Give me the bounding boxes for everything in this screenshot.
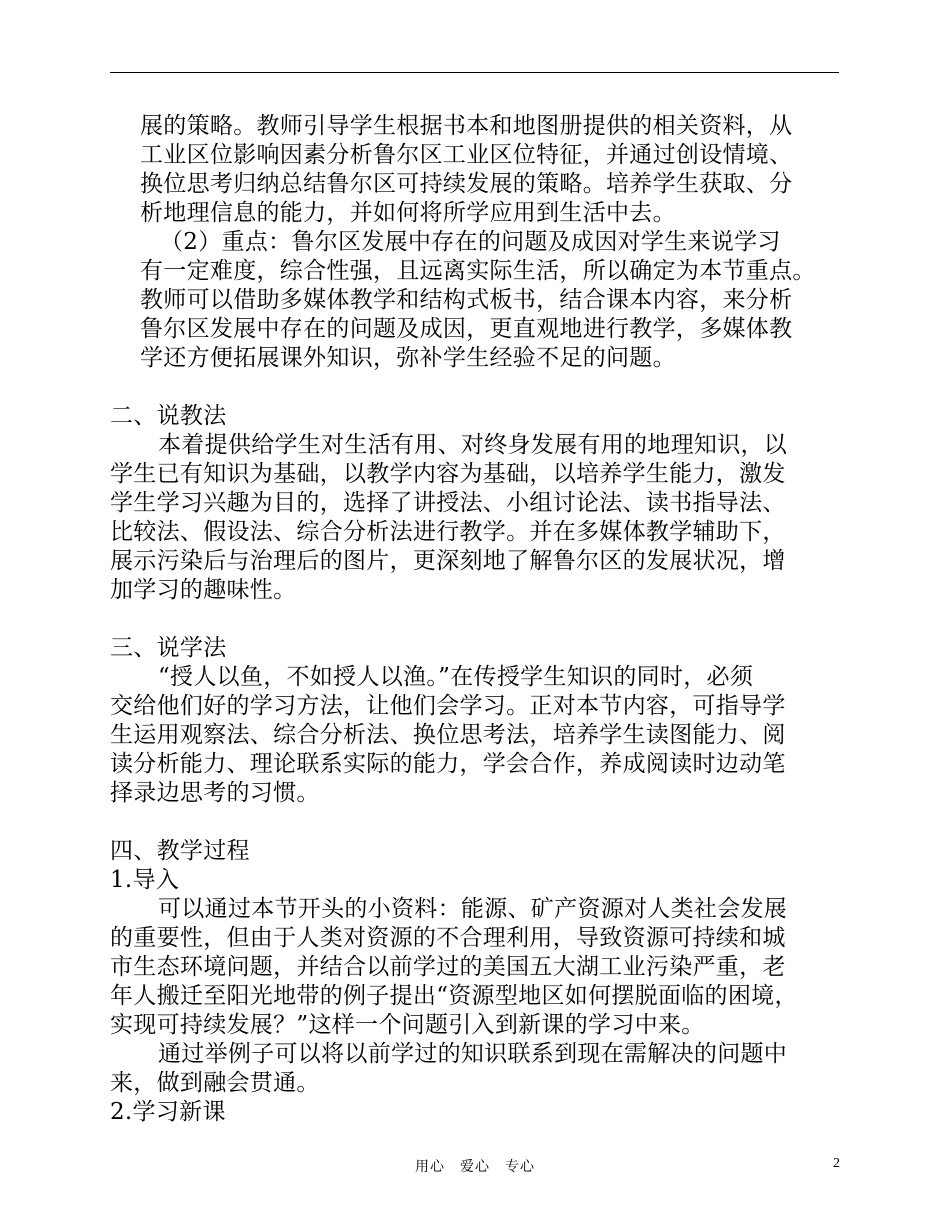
paragraph-line: 析地理信息的能力，并如何将所学应用到生活中去。 [140, 200, 676, 226]
paragraph-line: 学生已有知识为基础，以教学内容为基础，以培养学生能力，激发 [110, 461, 786, 487]
paragraph-line: 可以通过本节开头的小资料：能源、矿产资源对人类社会发展 [158, 896, 788, 922]
section-heading: 二、说教法 [110, 403, 227, 429]
paragraph-line: 的重要性，但由于人类对资源的不合理利用，导致资源可持续和城 [110, 925, 786, 951]
subsection-heading: 2.学习新课 [110, 1099, 226, 1125]
paragraph-line: 本着提供给学生对生活有用、对终身发展有用的地理知识，以 [158, 432, 788, 458]
paragraph-line: 加学习的趣味性。 [110, 577, 297, 603]
header-rule [110, 72, 839, 73]
page-number: 2 [833, 1156, 840, 1171]
paragraph-line: （2）重点：鲁尔区发展中存在的问题及成因对学生来说学习 [160, 229, 781, 255]
paragraph-line: 生运用观察法、综合分析法、换位思考法，培养学生读图能力、阅 [110, 722, 786, 748]
paragraph-gap [110, 605, 850, 634]
paragraph-line: 比较法、假设法、综合分析法进行教学。并在多媒体教学辅助下， [110, 519, 786, 545]
paragraph-line: 学还方便拓展课外知识，弥补学生经验不足的问题。 [140, 345, 676, 371]
paragraph-line: 鲁尔区发展中存在的问题及成因，更直观地进行教学，多媒体教 [140, 316, 793, 342]
paragraph-line: 教师可以借助多媒体教学和结构式板书，结合课本内容，来分析 [140, 287, 793, 313]
document-body [110, 112, 850, 1127]
paragraph-line: 读分析能力、理论联系实际的能力，学会合作，养成阅读时边动笔 [110, 751, 786, 777]
paragraph-line: 交给他们好的学习方法，让他们会学习。正对本节内容，可指导学 [110, 693, 786, 719]
paragraph-line: 择录边思考的习惯。 [110, 780, 320, 806]
footer-motto: 用心 爱心 专心 [415, 1159, 535, 1175]
paragraph-line: “授人以鱼，不如授人以渔。”在传授学生知识的同时，必须 [158, 664, 754, 690]
section-heading: 三、说学法 [110, 635, 227, 661]
paragraph-line: 工业区位影响因素分析鲁尔区工业区位特征，并通过创设情境、 [140, 142, 793, 168]
subsection-heading: 1.导入 [110, 867, 180, 893]
paragraph-line: 实现可持续发展？”这样一个问题引入到新课的学习中来。 [110, 1012, 705, 1038]
paragraph-line: 市生态环境问题，并结合以前学过的美国五大湖工业污染严重，老 [110, 954, 786, 980]
paragraph-line: 通过举例子可以将以前学过的知识联系到现在需解决的问题中 [158, 1041, 788, 1067]
paragraph-line: 年人搬迁至阳光地带的例子提出“资源型地区如何摆脱面临的困境， [110, 983, 798, 1009]
paragraph-line: 来，做到融会贯通。 [110, 1070, 320, 1096]
paragraph-line: 学生学习兴趣为目的，选择了讲授法、小组讨论法、读书指导法、 [110, 490, 786, 516]
paragraph-line: 展示污染后与治理后的图片，更深刻地了解鲁尔区的发展状况，增 [110, 548, 786, 574]
section-heading: 四、教学过程 [110, 838, 250, 864]
paragraph-line: 有一定难度，综合性强，且远离实际生活，所以确定为本节重点。 [140, 258, 816, 284]
paragraph-gap [110, 808, 850, 837]
paragraph-gap [110, 373, 850, 402]
paragraph-line: 换位思考归纳总结鲁尔区可持续发展的策略。培养学生获取、分 [140, 171, 793, 197]
paragraph-line: 展的策略。教师引导学生根据书本和地图册提供的相关资料，从 [140, 113, 793, 139]
